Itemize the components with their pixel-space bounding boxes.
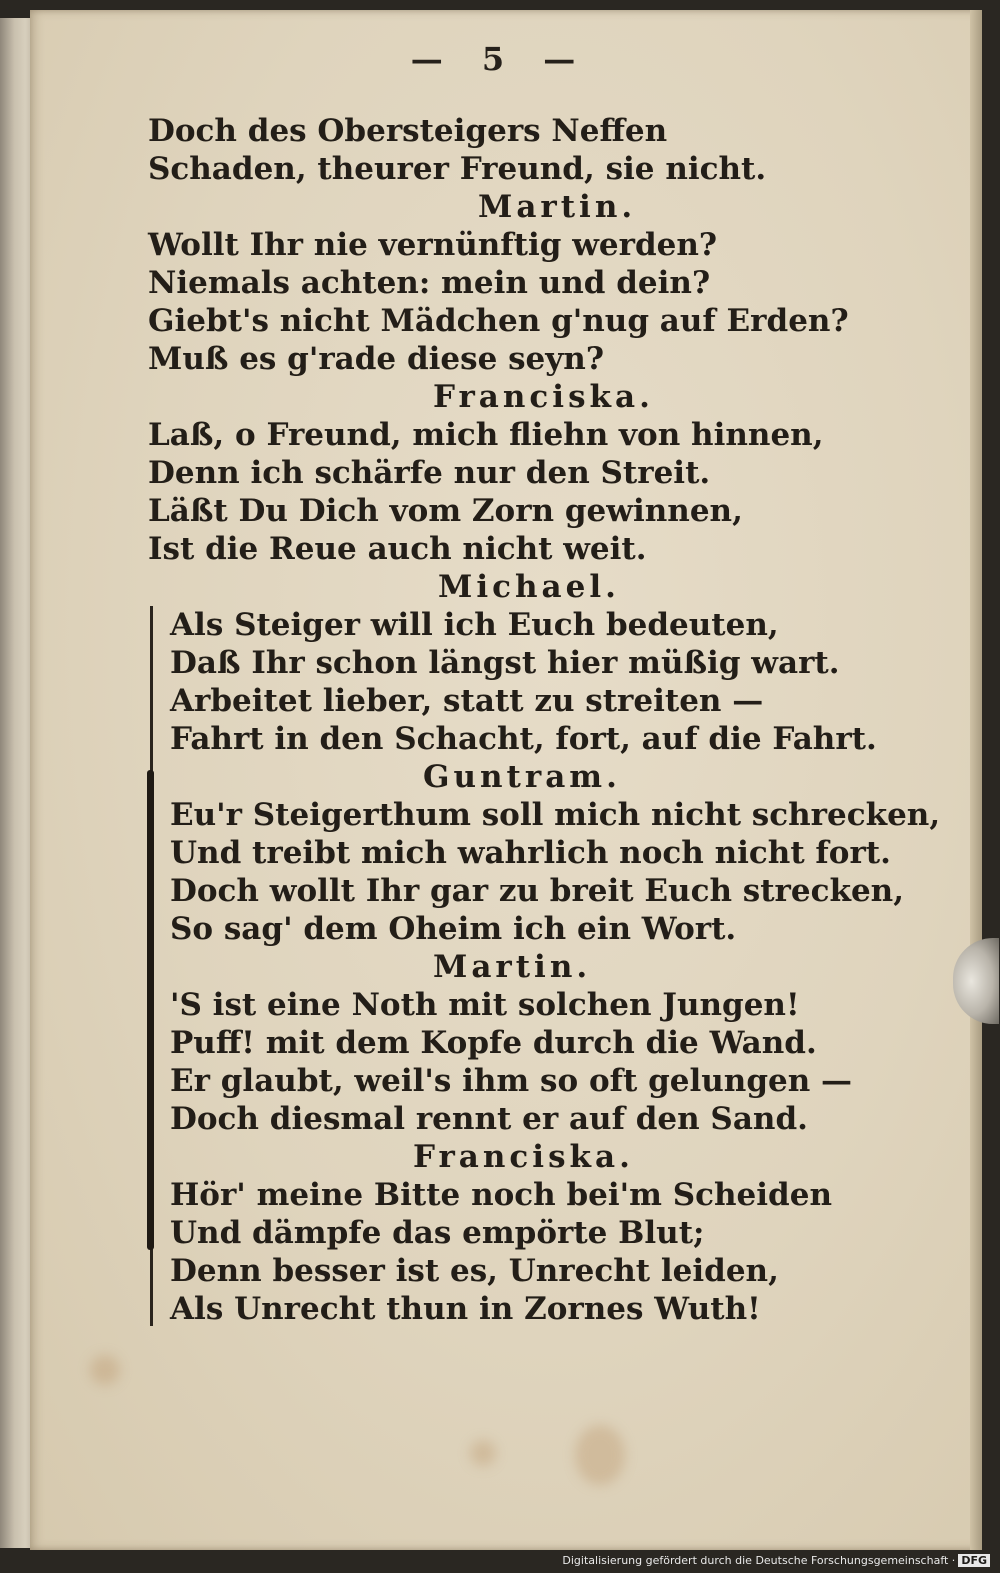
verse-line: Als Steiger will ich Euch bedeuten, xyxy=(170,607,779,643)
verse-line: Laß, o Freund, mich fliehn von hinnen, xyxy=(148,417,824,453)
verse-line: Doch diesmal rennt er auf den Sand. xyxy=(170,1101,808,1137)
verse-line: Doch wollt Ihr gar zu breit Euch strecken, xyxy=(170,873,905,909)
paper-stain xyxy=(90,1355,120,1385)
page-number: — 5 — xyxy=(410,40,590,78)
verse-line: Daß Ihr schon längst hier müßig wart. xyxy=(170,645,840,681)
verse-line: Denn besser ist es, Unrecht leiden, xyxy=(170,1253,779,1289)
digitization-credit xyxy=(562,1554,990,1567)
dfg-logo: DFG xyxy=(958,1554,990,1567)
paper-stain xyxy=(470,1440,496,1466)
verse-line: Muß es g'rade diese seyn? xyxy=(148,341,604,377)
verse-line: Und treibt mich wahrlich noch nicht fort. xyxy=(170,835,891,871)
verse-line: Als Unrecht thun in Zornes Wuth! xyxy=(170,1291,761,1327)
verse-text xyxy=(148,112,941,1328)
speaker-name: Martin. xyxy=(433,949,592,985)
verse-line: Läßt Du Dich vom Zorn gewinnen, xyxy=(148,493,743,529)
speaker-name: Michael. xyxy=(438,569,620,605)
verse-line: Wollt Ihr nie vernünftig werden? xyxy=(148,227,718,263)
speaker-name: Guntram. xyxy=(423,759,621,795)
verse-line: Niemals achten: mein und dein? xyxy=(148,265,711,301)
verse-line: Ist die Reue auch nicht weit. xyxy=(148,531,647,567)
verse-line: Fahrt in den Schacht, fort, auf die Fahrt. xyxy=(170,721,877,757)
verse-line: 'S ist eine Noth mit solchen Jungen! xyxy=(170,987,800,1023)
verse-line: Schaden, theurer Freund, sie nicht. xyxy=(148,151,767,187)
verse-line: Arbeitet lieber, statt zu streiten — xyxy=(170,683,764,719)
verse-line: Giebt's nicht Mädchen g'nug auf Erden? xyxy=(148,303,849,339)
speaker-name: Franciska. xyxy=(413,1139,634,1175)
verse-line: Denn ich schärfe nur den Streit. xyxy=(148,455,711,491)
verse-line: So sag' dem Oheim ich ein Wort. xyxy=(170,911,737,947)
speaker-name: Martin. xyxy=(478,189,637,225)
paper-stain xyxy=(575,1425,625,1485)
verse-line: Er glaubt, weil's ihm so oft gelungen — xyxy=(170,1063,853,1099)
verse-line: Eu'r Steigerthum soll mich nicht schrecken, xyxy=(170,797,941,833)
verse-line: Hör' meine Bitte noch bei'm Scheiden xyxy=(170,1177,832,1213)
page-edge xyxy=(970,10,982,1550)
verse-line: Und dämpfe das empörte Blut; xyxy=(170,1215,705,1251)
verse-line: Puff! mit dem Kopfe durch die Wand. xyxy=(170,1025,817,1061)
credit-text: Digitalisierung gefördert durch die Deutsche Forschungsgemeinschaft · xyxy=(562,1554,956,1567)
verse-line: Doch des Obersteigers Neffen xyxy=(148,113,668,149)
speaker-name: Franciska. xyxy=(433,379,654,415)
